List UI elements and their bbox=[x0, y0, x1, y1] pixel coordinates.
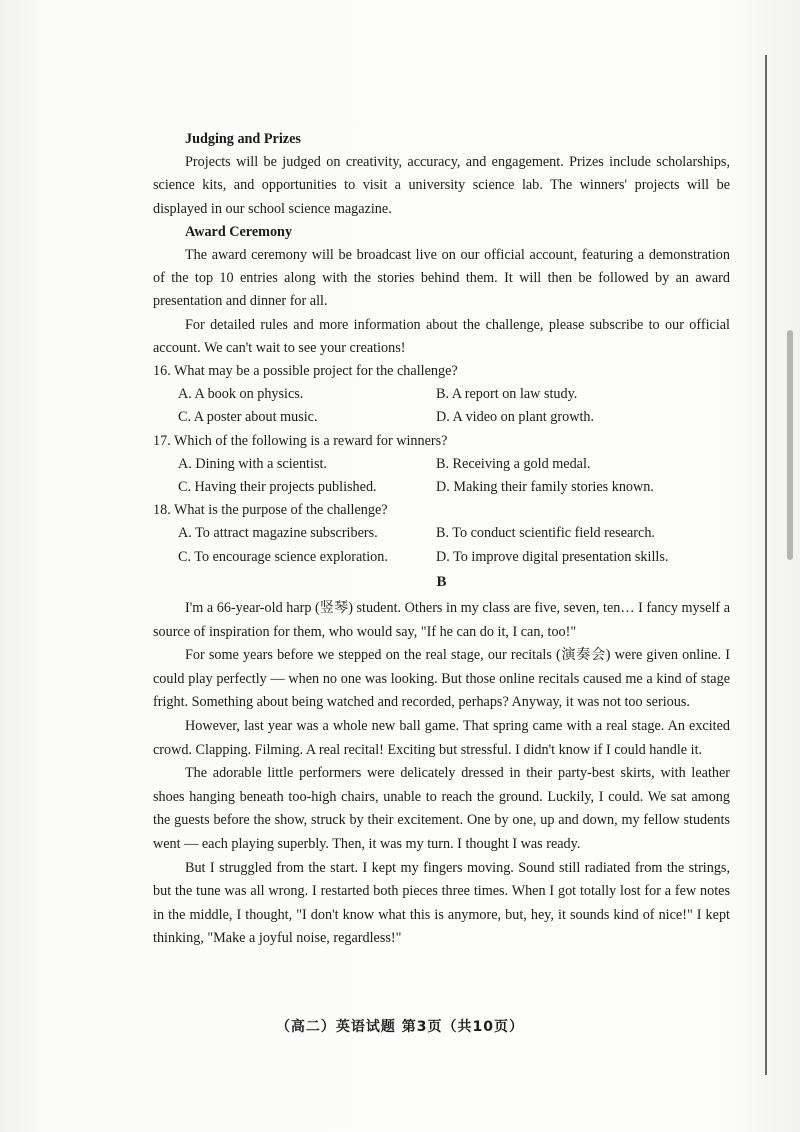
option-d: D. Making their family stories known. bbox=[436, 479, 654, 496]
question-18 bbox=[153, 499, 730, 569]
document-content bbox=[153, 128, 730, 951]
question-stem: 17. Which of the following is a reward for winners? bbox=[153, 432, 448, 449]
question-stem: 18. What is the purpose of the challenge? bbox=[153, 502, 388, 519]
option-b: B. A report on law study. bbox=[436, 386, 578, 403]
section-letter-b: B bbox=[436, 573, 447, 590]
question-16 bbox=[153, 360, 730, 430]
option-d: D. A video on plant growth. bbox=[436, 409, 595, 426]
option-c: C. Having their projects published. bbox=[178, 479, 377, 496]
option-a: A. Dining with a scientist. bbox=[178, 455, 327, 472]
page-edge-line bbox=[765, 55, 767, 1075]
option-a: A. A book on physics. bbox=[178, 386, 304, 403]
option-c: C. A poster about music. bbox=[178, 409, 318, 426]
option-b: B. Receiving a gold medal. bbox=[436, 455, 591, 472]
option-c: C. To encourage science exploration. bbox=[178, 548, 388, 565]
section-heading-award: Award Ceremony bbox=[185, 223, 293, 240]
paragraph-award: The award ceremony will be broadcast live on our official account, featuring a demonstration of the top 10 entries along with the stories behind them. It will then be followed by an award presentation and dinner for all. bbox=[153, 247, 730, 310]
paragraph-judging: Projects will be judged on creativity, accuracy, and engagement. Prizes include scholarships, science kits, and opportunities to visit a university science lab. The winners' projects will be displayed in our school science magazine. bbox=[153, 154, 730, 217]
paragraph-closing: For detailed rules and more information about the challenge, please subscribe to our official account. We can't wait to see your creations! bbox=[153, 316, 730, 356]
passage-paragraph: But I struggled from the start. I kept my fingers moving. Sound still radiated from the strings, but the tune was all wrong. I restarted both pieces three times. When I got totally lost for a few notes in the middle, I thought, "I don't know what this is anymore, but, hey, it sounds kind of nice!" I kept thinking, "Make a joyful noise, regardless!" bbox=[153, 859, 730, 947]
option-a: A. To attract magazine subscribers. bbox=[178, 525, 378, 542]
scrollbar[interactable] bbox=[787, 330, 793, 560]
option-b: B. To conduct scientific field research. bbox=[436, 525, 655, 542]
passage-b bbox=[153, 597, 730, 951]
passage-paragraph: For some years before we stepped on the real stage, our recitals (演奏会) were given online. I could play perfectly — when no one was looking. But those online recitals caused me a kind of stage fright. Something about being watched and recorded, perhaps? Anyway, it was not too serious. bbox=[153, 647, 730, 711]
page-footer: （高二）英语试题 第3页（共10页） bbox=[275, 1019, 525, 1035]
passage-paragraph: I'm a 66-year-old harp (竖琴) student. Others in my class are five, seven, ten… I fancy myself a source of inspiration for them, who would say, "If he can do it, I can, too!" bbox=[153, 600, 730, 640]
option-d: D. To improve digital presentation skills. bbox=[436, 548, 669, 565]
passage-paragraph: However, last year was a whole new ball game. That spring came with a real stage. An excited crowd. Clapping. Filming. A real recital! Exciting but stressful. I didn't know if I could handle it. bbox=[153, 718, 730, 758]
passage-paragraph: The adorable little performers were delicately dressed in their party-best skirts, with leather shoes hanging beneath too-high chairs, unable to reach the ground. Luckily, I could. We sat among the guests before the show, struck by their excitement. One by one, up and down, my fellow students went — each playing superbly. Then, it was my turn. I thought I was ready. bbox=[153, 765, 730, 852]
section-heading-judging: Judging and Prizes bbox=[185, 131, 301, 147]
question-stem: 16. What may be a possible project for the challenge? bbox=[153, 363, 458, 380]
question-17 bbox=[153, 430, 730, 500]
